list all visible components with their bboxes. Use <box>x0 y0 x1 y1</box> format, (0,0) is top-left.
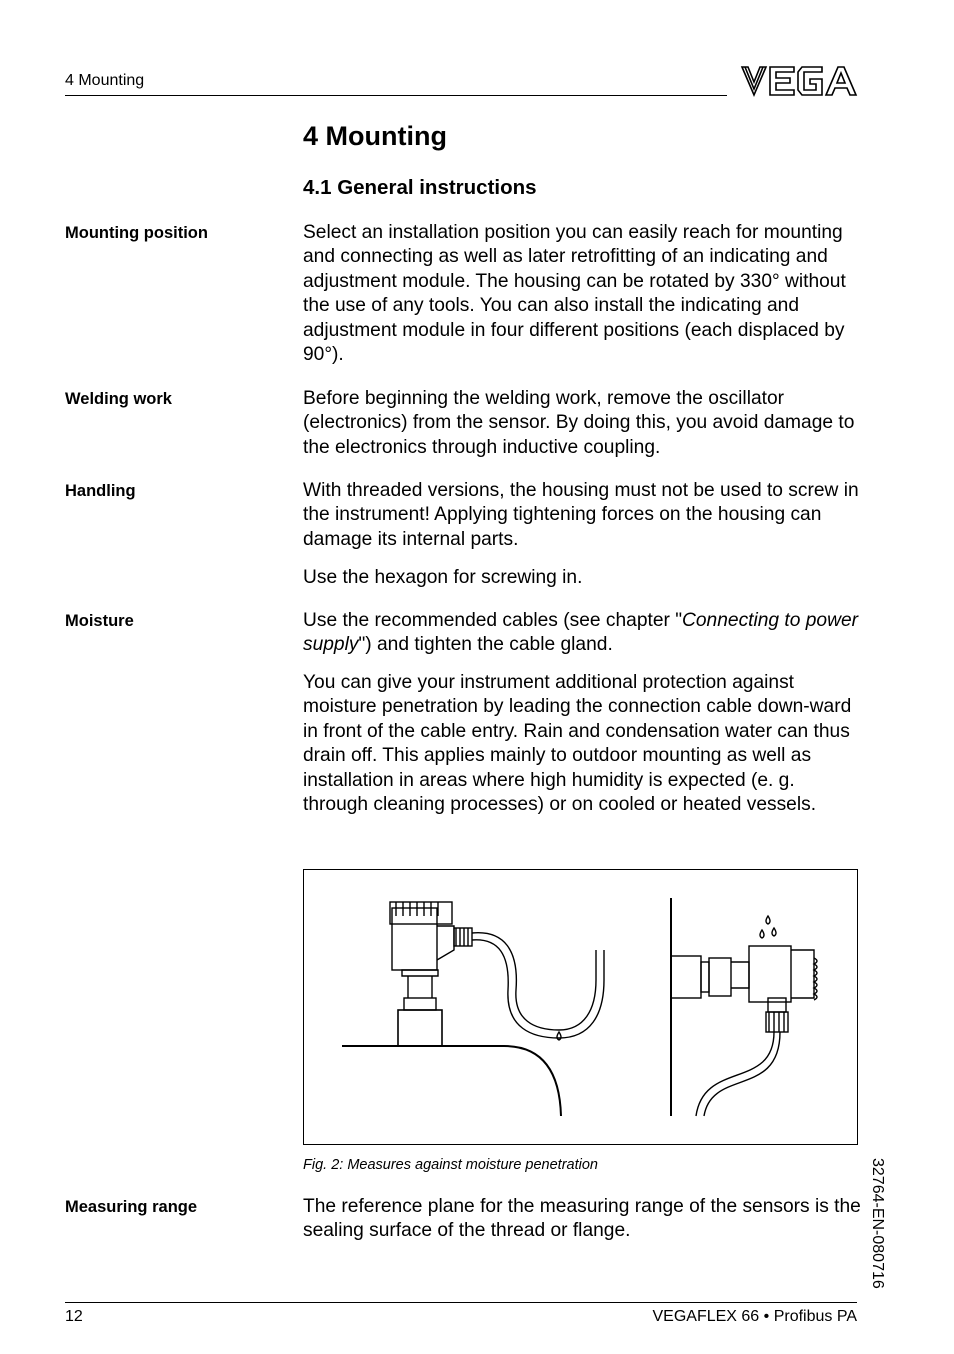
header-rule <box>65 95 727 96</box>
handling-paragraph-2: Use the hexagon for screwing in. <box>303 567 583 588</box>
side-heading-handling: Handling <box>65 482 136 500</box>
figure-caption: Fig. 2: Measures against moisture penetration <box>303 1157 598 1173</box>
moisture-text-b: ") and tighten the cable gland. <box>358 634 613 656</box>
section-title: 4.1 General instructions <box>303 176 537 199</box>
handling-paragraph-1: With threaded versions, the housing must not be used to screw in the instrument! Applying tightening forces on the housing can damage its internal parts. <box>303 480 859 550</box>
moisture-text-a: Use the recommended cables (see chapter " <box>303 610 683 631</box>
running-header: 4 Mounting <box>65 72 145 89</box>
footer-rule <box>65 1302 857 1303</box>
side-heading-measuring-range: Measuring range <box>65 1198 198 1216</box>
footer-product: VEGAFLEX 66 • Profibus PA <box>652 1308 857 1325</box>
vega-logo <box>740 64 858 98</box>
side-heading-welding-work: Welding work <box>65 390 172 408</box>
measuring-range-paragraph: The reference plane for the measuring range of the sensors is the sealing surface of the thread or flange. <box>303 1196 861 1242</box>
chapter-reference: Connecting to power supply <box>303 610 859 656</box>
side-heading-moisture: Moisture <box>65 612 134 630</box>
figure-frame <box>303 869 858 1145</box>
page-number: 12 <box>65 1308 83 1325</box>
moisture-paragraph-2: You can give your instrument additional protection against moisture penetration by leading the connection cable down-ward in front of the cable entry. Rain and condensation water can thus drain off. This applies mainly to outdoor mounting as well as installation in areas where high humidity is expected (e. g. through cleaning processes) or on cooled or heated vessels. <box>303 672 852 816</box>
chapter-title: 4 Mounting <box>303 121 447 151</box>
mounting-position-paragraph: Select an installation position you can easily reach for mounting and connecting as well as later retrofitting of an indicating and adjustment module. The housing can be rotated by 330° without the use of any tools. You can also install the indicating and adjustment module in four different positions (each displaced by 90°). <box>303 222 846 366</box>
side-heading-mounting-position: Mounting position <box>65 224 208 242</box>
document-code: 32764-EN-080716 <box>869 1158 886 1289</box>
welding-work-paragraph: Before beginning the welding work, remove the oscillator (electronics) from the sensor. By doing this, you avoid damage to the electronics through inductive coupling. <box>303 388 855 458</box>
moisture-paragraph-1 <box>303 609 863 658</box>
moisture-illustration <box>304 870 857 1144</box>
